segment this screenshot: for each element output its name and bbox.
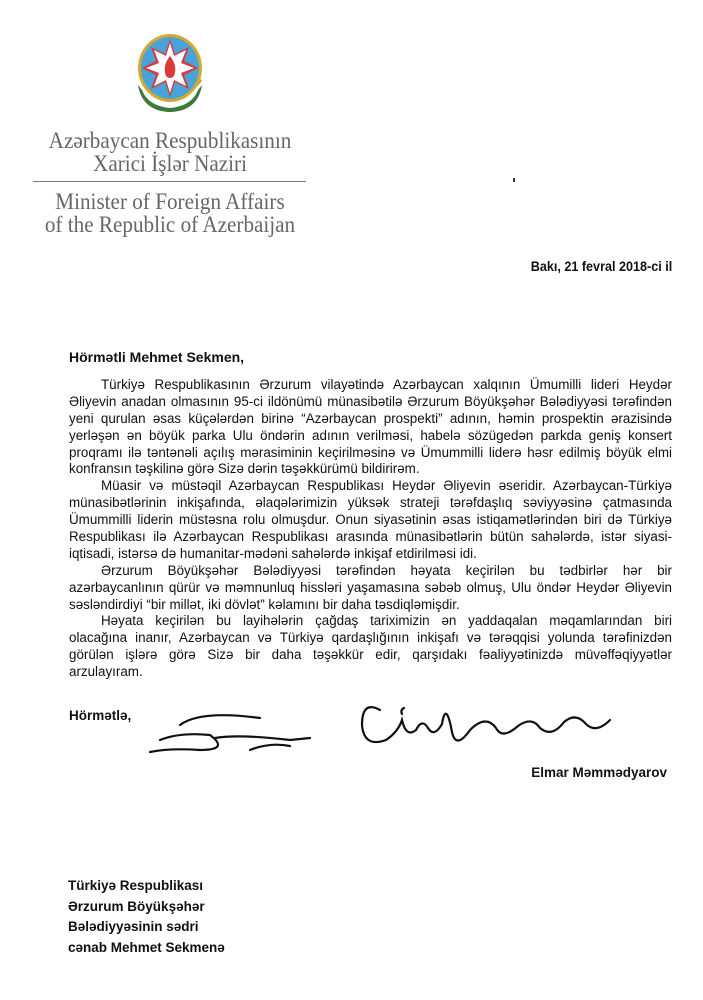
paragraph — [69, 377, 672, 478]
closing: Hörmətlə, — [69, 708, 132, 723]
text-line: Müasir və müstəqil Azərbaycan Respublikası Heydər Əliyevin əseridir. Azərbaycan-Türkiyə — [101, 478, 672, 494]
paragraph — [69, 563, 672, 614]
letterhead-en-line2: of the Republic of Azerbaijan — [44, 212, 296, 237]
handwritten-signature — [140, 680, 680, 770]
letterhead-az-line2: Xarici İşlər Naziri — [93, 151, 247, 176]
text-line: münasibətlərinin inkişafında, əlaqələrimizin yüksək strateji tərəfdaşlıq səviyyəsinə çatmasında — [69, 495, 672, 511]
recipient-line: Bələdiyyəsinin sədri — [68, 919, 199, 934]
text-line: arzulayıram. — [69, 664, 143, 680]
text-line: konfransın təşkilinə görə Sizə dərin təşəkkürümü bildirirəm. — [69, 461, 420, 477]
recipient-block — [68, 876, 225, 958]
letter-date: Bakı, 21 fevral 2018-ci il — [530, 258, 672, 274]
recipient-line: cənab Mehmet Sekmenə — [68, 939, 225, 955]
letterhead-az-line1: Azərbaycan Respublikasının — [48, 128, 292, 153]
text-line: Türkiyə Respublikasının Ərzurum vilayətində Azərbaycan xalqının Ümumilli lideri Heydər — [101, 377, 672, 392]
text-line: Respublikası ilə Azərbaycan Respublikası arasında münasibətlərin bütün sahələrdə, istər siyasi- — [69, 529, 672, 545]
greeting: Hörmətli Mehmet Sekmen, — [69, 349, 245, 365]
state-emblem-icon — [128, 30, 212, 114]
text-line: Əliyevin anadan olmasının 95-ci ildönümü münasibətilə Ərzurum Böyükşəhər Bələdiyyəsi tərəfindən — [69, 393, 672, 409]
text-line: səsləndirdiyi “bir millət, iki dövlət” kəlamını bir daha təsdiqləmişdir. — [69, 596, 460, 612]
letterhead-divider — [33, 181, 306, 182]
text-line: Həyata keçirilən bu layihələrin çağdaş tariximizin ən yaddaqalan məqamlarından biri — [101, 613, 672, 629]
text-line: azərbaycanlının qürür və məmnunluq hissləri yaşamasına səbəb olmuş, Ulu öndər Heydər Əliyevin — [69, 579, 672, 595]
signatory-name: Elmar Məmmədyarov — [531, 765, 667, 780]
recipient-line: Ərzurum Böyükşəhər — [68, 898, 205, 914]
recipient-line: Türkiyə Respublikası — [68, 878, 204, 893]
paragraph — [69, 613, 672, 681]
text-line: proqramı ilə təntənəli açılış mərasiminin keçirilməsinə və Ümummilli liderə həsr edilmiş böyük elmi — [69, 444, 672, 460]
text-line: görülən işlərə görə Sizə bir daha təşəkkür edir, qarşıdakı fəaliyyətinizdə müvəffəqiyyətlər — [69, 647, 672, 663]
text-line: yerləşən ən böyük parka Ulu öndərin adının verilməsi, habelə sözügedən parkda geniş konsert — [69, 427, 672, 443]
text-line: olacağına inanır, Azərbaycan və Türkiyə qardaşlığının inkişafı və tərəqqisi yolunda tərəfinizdən — [69, 630, 672, 646]
text-line: iqtisadi, istərsə də humanitar-mədəni sahələrdə inkişaf etdirilməsi idi. — [69, 545, 477, 561]
text-line: Ərzurum Böyükşəhər Bələdiyyəsi tərəfindən həyata keçirilən bu tədbirlər hər bir — [101, 562, 672, 578]
text-line: Ümummilli liderin müstəsna rolu olmuşdur. Onun siyasətinin əsas istiqamətlərindən biri də Türkiyə — [69, 512, 672, 528]
scan-mark — [513, 178, 515, 182]
text-line: yeni qurulan əsas küçələrdən birinə “Azərbaycan prospekti” adının, həmin prospektin ərazisində — [69, 410, 672, 426]
letterhead-en-line1: Minister of Foreign Affairs — [55, 189, 285, 214]
paragraph — [69, 478, 672, 562]
letter-body — [69, 377, 672, 681]
